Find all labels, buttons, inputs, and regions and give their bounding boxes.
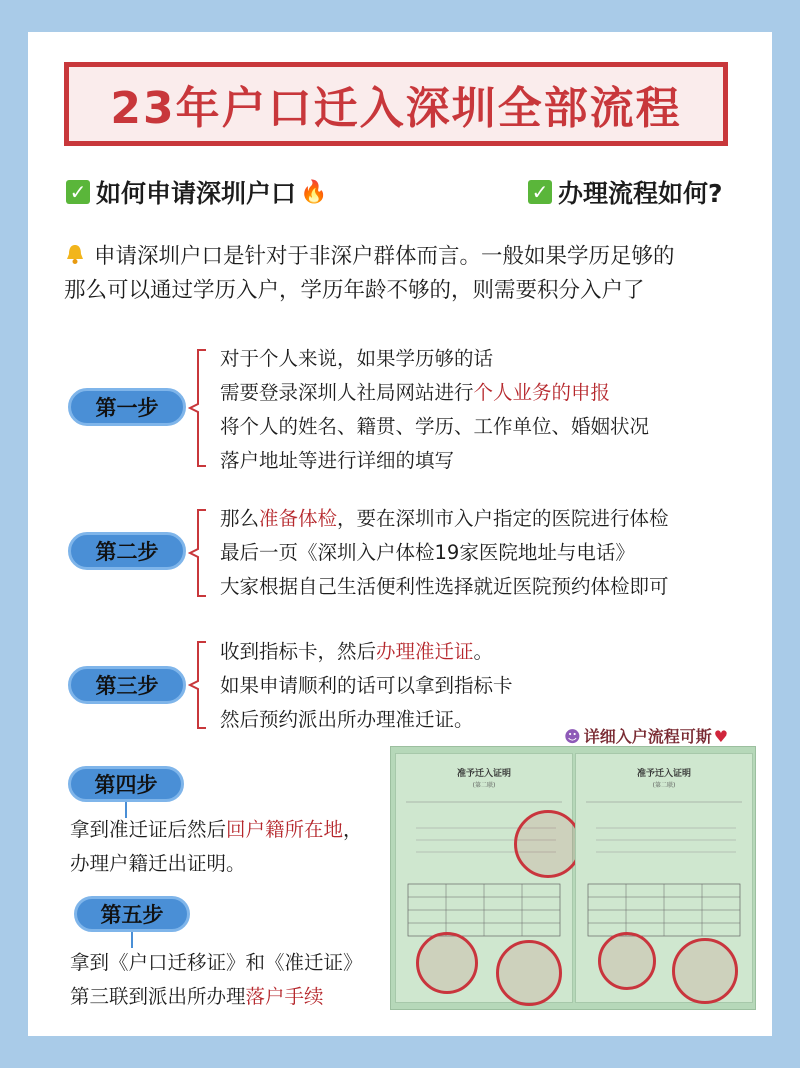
official-seal: [416, 932, 478, 994]
step-4-line-1a: 拿到准迁证后然后: [70, 818, 227, 841]
step-4-label: 第四步: [94, 773, 158, 797]
step-3-label: 第三步: [95, 674, 159, 698]
step-3-pill: [68, 666, 186, 704]
official-seal: [598, 932, 656, 990]
step-2-line-2: 最后一页《深圳入户体检19家医院地址与电话》: [220, 541, 635, 564]
step-2-highlight: 准备体检: [259, 507, 338, 530]
step-1-line-2: [220, 376, 649, 410]
step-2-brace: [188, 508, 204, 598]
heart-icon: ♥: [713, 727, 729, 746]
document-page-left: [395, 753, 573, 1003]
step-1-highlight: 个人业务的申报: [473, 381, 611, 404]
step-5-pill: [74, 896, 190, 932]
step-1-line-3: 将个人的姓名、籍贯、学历、工作单位、婚姻状况: [220, 415, 650, 438]
step-3-line-2: 如果申请顺利的话可以拿到指标卡: [220, 674, 513, 697]
step-3-line-1c: 。: [473, 640, 494, 663]
step-5-label: 第五步: [100, 903, 164, 927]
intro-line-2: 那么可以通过学历入户，学历年龄不够的，则需要积分入户了: [64, 278, 645, 303]
document-heading-right: 准予迁入证明: [636, 769, 691, 779]
subhead-right-text: 办理流程如何?: [558, 179, 723, 208]
step-2-line-3: 大家根据自己生活便利性选择就近医院预约体检即可: [220, 575, 669, 598]
step-2-line-1: [220, 502, 669, 536]
intro-line-1: 申请深圳户口是针对于非深户群体而言。一般如果学历足够的: [94, 244, 675, 269]
step-3-highlight: 办理准迁证: [376, 640, 474, 663]
document-heading-left: 准予迁入证明: [456, 769, 511, 779]
subhead-left-text: 如何申请深圳户口: [96, 179, 297, 208]
subhead-left: [66, 174, 327, 210]
check-icon: ✓: [66, 180, 90, 204]
step-2-line-1c: ，要在深圳市入户指定的医院进行体检: [337, 507, 669, 530]
content-card: [28, 32, 772, 1036]
document-form-grid: [586, 794, 742, 944]
bell-icon: [64, 243, 86, 265]
subhead-right: [528, 174, 723, 210]
step-3-line-1: [220, 635, 513, 669]
step-5-text: [70, 946, 363, 1014]
document-page-right: [575, 753, 753, 1003]
step-5-line-1: 拿到《户口迁移证》和《准迁证》: [70, 951, 363, 974]
fire-icon: 🔥: [300, 179, 328, 205]
step-3-text: [220, 635, 513, 737]
step-1-line-1: 对于个人来说，如果学历够的话: [220, 347, 494, 370]
step-2-text: [220, 502, 669, 604]
caption-text: 详细入户流程可斯: [583, 727, 712, 746]
intro-paragraph: [64, 240, 754, 308]
step-5-highlight: 落户手续: [245, 985, 324, 1008]
official-seal: [496, 940, 562, 1006]
step-1-label: 第一步: [95, 396, 159, 420]
step-4-pill: [68, 766, 184, 802]
step-5-line-2: [70, 980, 363, 1014]
official-seal: [514, 810, 582, 878]
step-1-line-4: 落户地址等进行详细的填写: [220, 449, 455, 472]
check-icon: ✓: [528, 180, 552, 204]
step-1-line-2a: 需要登录深圳人社局网站进行: [220, 381, 474, 404]
step-4-text: [70, 813, 363, 881]
step-4-line-2: 办理户籍迁出证明。: [70, 852, 246, 875]
document-sub-left: (第二联): [472, 782, 496, 789]
step-1-brace: [188, 348, 204, 468]
document-photo: [390, 746, 756, 1010]
step-5-line-2a: 第三联到派出所办理: [70, 985, 246, 1008]
person-icon: ☻: [564, 727, 581, 746]
title-banner: [64, 62, 728, 146]
photo-caption: [564, 724, 728, 747]
step-1-text: [220, 342, 649, 478]
step-2-label: 第二步: [95, 540, 159, 564]
step-3-line-3: 然后预约派出所办理准迁证。: [220, 708, 474, 731]
step-2-pill: [68, 532, 186, 570]
document-sub-right: (第二联): [652, 782, 676, 789]
step-1-pill: [68, 388, 186, 426]
official-seal: [672, 938, 738, 1004]
step-4-line-1: [70, 813, 363, 847]
page-title: 23年户口迁入深圳全部流程: [110, 83, 682, 134]
step-3-line-1a: 收到指标卡，然后: [220, 640, 377, 663]
step-4-line-1c: ，: [343, 818, 363, 841]
step-4-highlight: 回户籍所在地: [226, 818, 344, 841]
step-3-brace: [188, 640, 204, 730]
step-2-line-1a: 那么: [220, 507, 260, 530]
